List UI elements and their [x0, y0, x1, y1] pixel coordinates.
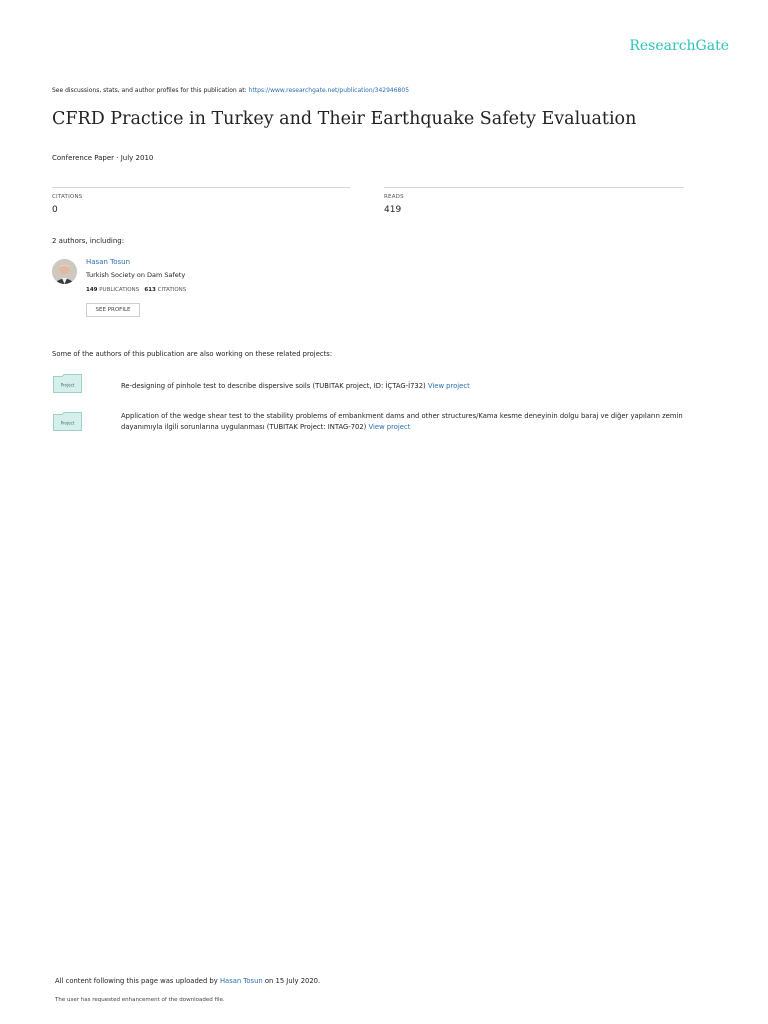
author-avatar[interactable] — [52, 259, 77, 284]
author-stats — [86, 287, 186, 293]
citations-divider — [52, 187, 350, 188]
author-publications-label: PUBLICATIONS — [99, 287, 140, 293]
project-folder-label: Project — [60, 382, 75, 388]
discussion-line — [52, 87, 409, 94]
citations-value: 0 — [52, 205, 58, 215]
project-folder-label: Project — [60, 420, 75, 426]
discussion-prefix: See discussions, stats, and author profiles for this publication at: — [52, 87, 247, 94]
reads-label: READS — [384, 194, 404, 200]
publication-title: CFRD Practice in Turkey and Their Earthquake Safety Evaluation — [52, 109, 637, 129]
reads-divider — [384, 187, 684, 188]
project-folder-icon — [53, 412, 82, 431]
uploader-link[interactable]: Hasan Tosun — [219, 977, 263, 985]
author-institution: Turkish Society on Dam Safety — [86, 271, 186, 279]
project-item — [121, 381, 470, 392]
author-citations-count: 613 — [144, 287, 156, 293]
view-project-link[interactable]: View project — [368, 423, 411, 431]
project-folder-icon — [53, 374, 82, 393]
upload-prefix: All content following this page was uploaded by — [55, 977, 218, 985]
citations-label: CITATIONS — [52, 194, 83, 200]
see-profile-button[interactable]: SEE PROFILE — [86, 303, 140, 317]
download-note: The user has requested enhancement of the downloaded file. — [55, 997, 225, 1003]
reads-value: 419 — [384, 205, 402, 215]
project-description: Re-designing of pinhole test to describe dispersive soils (TUBITAK project, ID: İÇTAG-İ732) — [121, 382, 426, 390]
upload-suffix: on 15 July 2020. — [264, 977, 321, 985]
researchgate-logo[interactable]: ResearchGate — [629, 38, 729, 54]
upload-notice — [55, 977, 320, 985]
project-item — [121, 411, 683, 433]
project-description-continued: dayanımıyla ilgili sorunlarına uygulanması (TUBITAK Project: INTAG-702) — [121, 423, 367, 431]
author-citations-label: CITATIONS — [157, 287, 187, 293]
publication-url-link[interactable]: https://www.researchgate.net/publication/342946805 — [248, 87, 410, 94]
author-name-link[interactable]: Hasan Tosun — [86, 258, 131, 266]
view-project-link[interactable]: View project — [427, 382, 470, 390]
project-description-line — [121, 422, 683, 433]
publication-meta: Conference Paper · July 2010 — [52, 154, 154, 162]
projects-heading: Some of the authors of this publication are also working on these related projects: — [52, 350, 333, 358]
author-publications-count: 149 — [86, 287, 98, 293]
authors-heading: 2 authors, including: — [52, 237, 125, 245]
project-description-line: Application of the wedge shear test to the stability problems of embankment dams and other structures/Kama kesme deneyinin dolgu baraj ve diğer yapıların zemin — [121, 412, 683, 420]
author-photo-icon — [52, 259, 77, 284]
